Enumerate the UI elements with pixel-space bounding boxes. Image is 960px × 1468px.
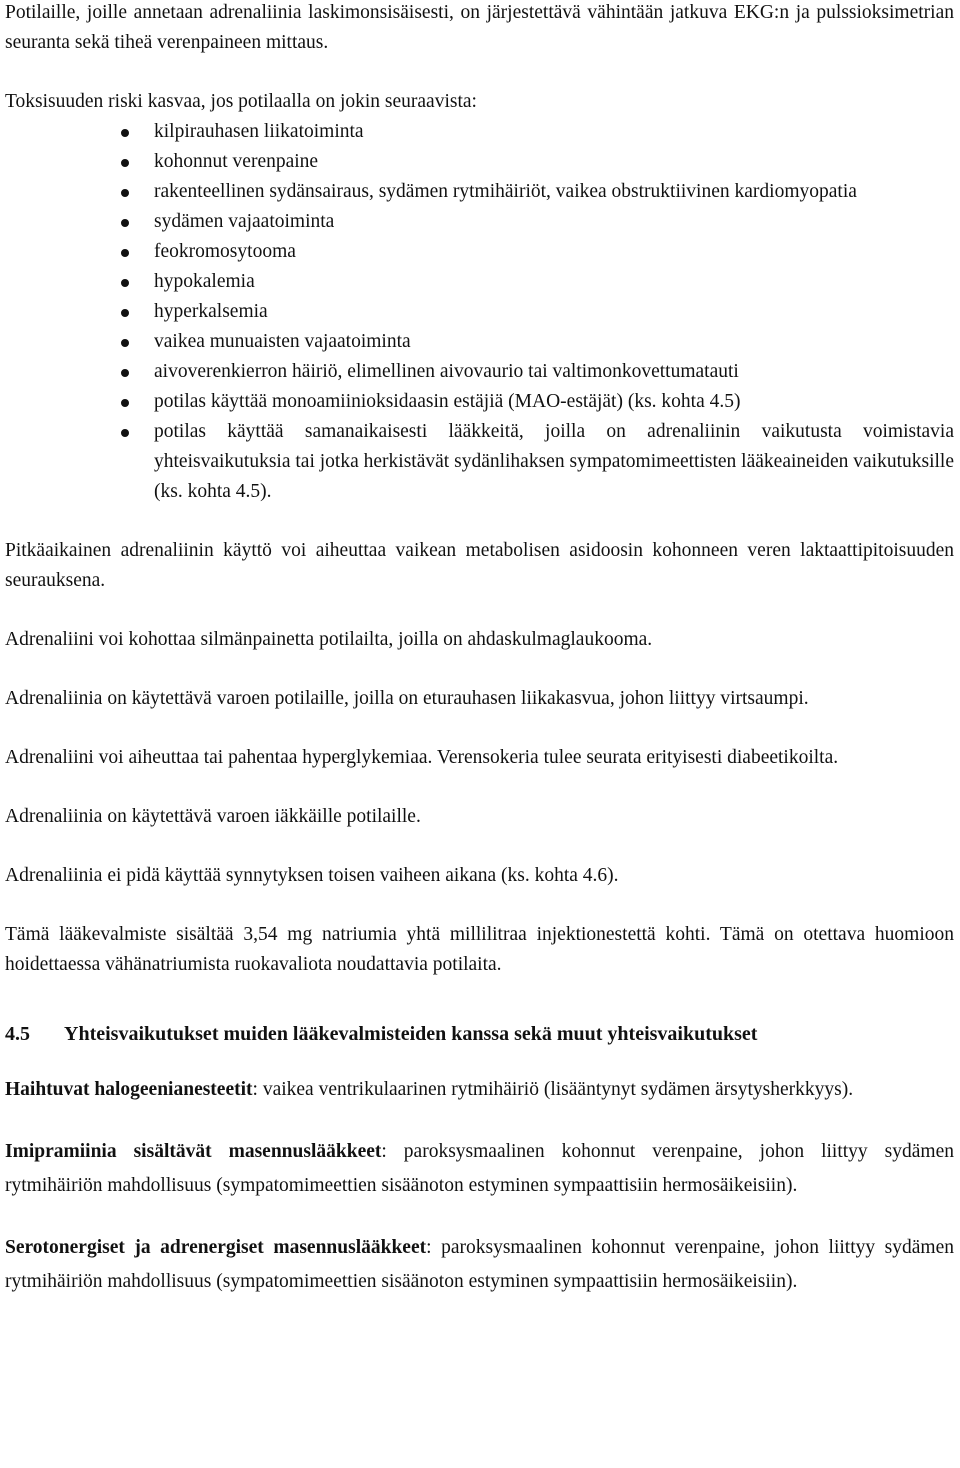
interaction-term: Haihtuvat halogeenianesteetit (5, 1079, 253, 1100)
bullet-icon (121, 309, 129, 317)
bullet-icon (121, 219, 129, 227)
intro-paragraph: Potilaille, joille annetaan adrenaliinia laskimonsisäisesti, on järjestettävä vähintään jatkuva EKG:n ja pulssioksimetrian seuranta sekä tiheä verenpaineen mittaus. (5, 2, 954, 53)
risk-item: hypokalemia (154, 267, 954, 297)
interaction-term: Serotonergiset ja adrenergiset masennuslääkkeet (5, 1237, 427, 1258)
risk-item: kilpirauhasen liikatoiminta (154, 117, 954, 147)
risk-item: feokromosytooma (154, 237, 954, 267)
section-number: 4.5 (5, 1023, 30, 1045)
risk-list (5, 117, 954, 507)
risk-item: vaikea munuaisten vajaatoiminta (154, 327, 954, 357)
interaction-paragraph (5, 1135, 954, 1203)
interaction-text: : paroksysmaalinen kohonnut verenpaine, johon liittyy sydämen rytmihäiriön mahdollisuus (sympatomimeettien sisäänoton estyminen sympaattisiin hermosäikeisiin). (5, 1237, 954, 1292)
risk-item: hyperkalsemia (154, 297, 954, 327)
risk-item: sydämen vajaatoiminta (154, 207, 954, 237)
risk-item: kohonnut verenpaine (154, 147, 954, 177)
bullet-icon (121, 279, 129, 287)
interaction-paragraph (5, 1073, 954, 1107)
risk-item: aivoverenkierron häiriö, elimellinen aivovaurio tai valtimonkovettumatauti (154, 357, 954, 387)
bullet-icon (121, 429, 129, 437)
risk-intro: Toksisuuden riski kasvaa, jos potilaalla on jokin seuraavista: (5, 91, 477, 112)
paragraph-hyperglycemia: Adrenaliini voi aiheuttaa tai pahentaa hyperglykemiaa. Verensokeria tulee seurata erityisesti diabeetikoilta. (5, 747, 839, 768)
paragraph-prostate: Adrenaliinia on käytettävä varoen potilaille, joilla on eturauhasen liikakasvua, johon liittyy virtsaumpi. (5, 688, 809, 709)
paragraph-lactate: Pitkäaikainen adrenaliinin käyttö voi aiheuttaa vaikean metabolisen asidoosin kohonneen veren laktaattipitoisuuden seurauksena. (5, 540, 954, 591)
bullet-icon (121, 189, 129, 197)
bullet-icon (121, 129, 129, 137)
paragraph-elderly: Adrenaliinia on käytettävä varoen iäkkäille potilaille. (5, 806, 421, 827)
risk-item: potilas käyttää samanaikaisesti lääkkeitä, joilla on adrenaliinin vaikutusta voimistavia yhteisvaikutuksia tai jotka herkistävät sydänlihaksen sympatomimeettisten lääkeaineiden vaikutuksille (ks. kohta 4.5). (154, 417, 954, 507)
risk-item: potilas käyttää monoamiinioksidaasin estäjiä (MAO-estäjät) (ks. kohta 4.5) (154, 387, 954, 417)
bullet-icon (121, 399, 129, 407)
paragraph-glaucoma: Adrenaliini voi kohottaa silmänpainetta potilailta, joilla on ahdaskulmaglaukooma. (5, 629, 653, 650)
paragraph-sodium: Tämä lääkevalmiste sisältää 3,54 mg natriumia yhtä millilitraa injektionestettä kohti. Tämä on otettava huomioon hoidettaessa vähänatriumista ruokavaliota noudattavia potilaita. (5, 924, 954, 975)
section-title: Yhteisvaikutukset muiden lääkevalmisteiden kanssa sekä muut yhteisvaikutukset (64, 1023, 758, 1045)
bullet-icon (121, 249, 129, 257)
bullet-icon (121, 159, 129, 167)
section-heading (5, 1019, 954, 1049)
interaction-paragraph (5, 1231, 954, 1299)
risk-item: rakenteellinen sydänsairaus, sydämen rytmihäiriöt, vaikea obstruktiivinen kardiomyopatia (154, 177, 954, 207)
paragraph-labour: Adrenaliinia ei pidä käyttää synnytyksen toisen vaiheen aikana (ks. kohta 4.6). (5, 865, 619, 886)
bullet-icon (121, 369, 129, 377)
interaction-text: : vaikea ventrikulaarinen rytmihäiriö (lisääntynyt sydämen ärsytysherkkyys). (252, 1079, 854, 1100)
bullet-icon (121, 339, 129, 347)
interaction-term: Imipramiinia sisältävät masennuslääkkeet (5, 1141, 382, 1162)
interaction-text: : paroksysmaalinen kohonnut verenpaine, johon liittyy sydämen rytmihäiriön mahdollisuus (sympatomimeettien sisäänoton estyminen sympaattisiin hermosäikeisiin). (5, 1141, 954, 1196)
